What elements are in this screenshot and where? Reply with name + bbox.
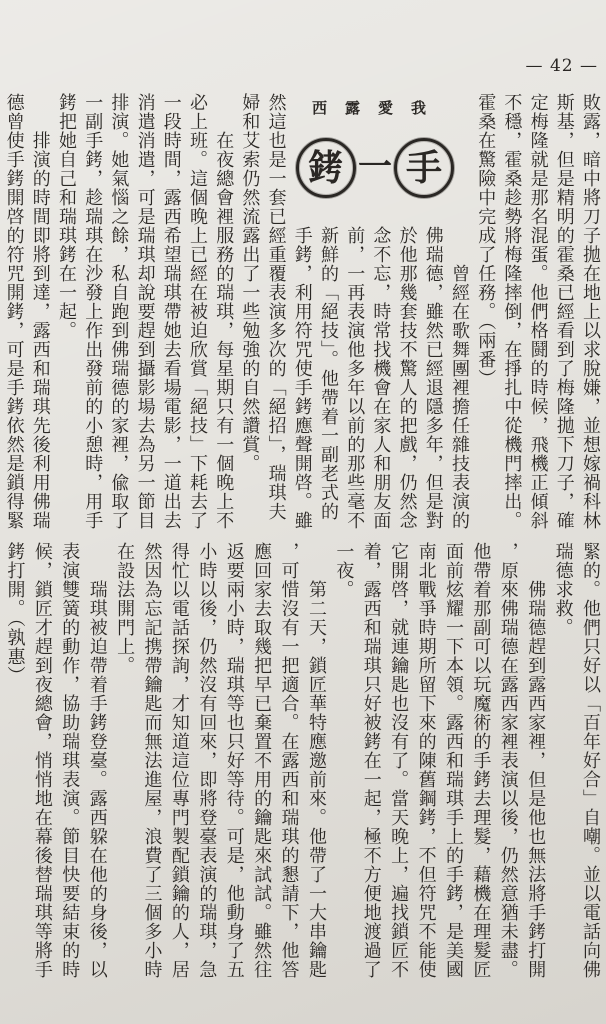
text-column: 第二天，鎖匠華特應邀前來。他帶了一大串鑰匙 [305,542,327,979]
text-column: 排演。她氣惱之餘，私自跑到佛瑞德的家裡，偸取了 [108,93,130,530]
text-column: ，可惜沒有一把適合。在露西和瑞琪的懇請下，他答 [278,542,300,979]
text-column: 德曾使手銬開啓的符咒開銬，可是手銬依然是鎖得緊 [3,93,25,530]
text-column: 消遣消遣，可是瑞琪却說要趕到攝影場去為另一節目 [134,93,156,530]
title-circle-right: 手 [394,138,454,198]
text-column: 新鮮的「絕技」。他帶着一副老式的 [317,226,339,521]
article-columns-upper [0,93,288,533]
text-column: 得忙以電話探詢，才知道這位專門製配鎖鑰的人，居 [168,542,190,979]
text-column: 小時以後，仍然沒有回來，即將登臺表演的瑞琪，急 [196,542,218,979]
article-columns-under-title [289,226,472,536]
text-column: 定梅隆就是那名混蛋。他們格鬪的時候，飛機正傾斜 [527,93,549,530]
text-column: 一副手銬，趁瑞琪在沙發上作出發前的小憩時，用手 [82,93,104,530]
text-column: 應回家去取幾把早已棄置不用的鑰匙來試試。雖然往 [251,542,273,979]
text-column: 面前炫耀一下本領。露西和瑞琪手上的手銬，是美國 [442,542,464,979]
text-column: 於他那幾套技不驚人的把戲，仍然念 [396,226,418,530]
text-column: 佛瑞德，雖然已經退隱多年，但是對 [422,226,444,530]
text-column: 它開啓，就連鑰匙也沒有了。當天晚上，遍找鎖匠不 [388,542,410,979]
page-number: — 42 — [525,56,598,76]
text-column: 敗露，暗中將刀子拋在地上以求脫嫌，並想嫁禍科林 [580,93,601,530]
text-column: 佛瑞德趕到露西家裡，但是他也無法將手銬打開 [525,542,547,979]
text-column: 瑞琪被迫帶着手銬登臺。露西躱在他的身後，以 [86,542,108,979]
text-column: 一段時間，露西希望瑞琪帶她去看場電影，一道出去 [160,93,182,530]
text-column: 緊的。他們只好以「百年好合」自嘲。並以電話向佛 [580,542,601,979]
text-column: ，原來佛瑞德在露西家裡表演以後，仍然意猶未盡。 [497,542,519,979]
text-column: 表演雙簧的動作，協助瑞琪表演。節目快要結束的時 [59,542,81,979]
text-column: 着，露西和瑞琪只好被銬在一起，極不方便地渡過了 [360,542,382,979]
text-column: 排演的時間即將到達，露西和瑞琪先後利用佛瑞 [29,93,51,530]
text-column: 不穩，霍桑趁勢將梅隆摔倒，在掙扎中從機門摔出。 [501,93,523,530]
column-header: 我愛露西 [311,99,444,117]
text-column: 婦和艾索仍然流露出了一些勉強的自然讚賞。 [239,93,261,473]
text-column: 一夜。 [333,542,355,599]
text-column: 霍桑在驚險中完成了任務。（兩番） [475,93,497,388]
text-column: 瑞德求救。 [552,542,574,637]
text-column: 在夜總會裡服務的瑞琪，每星期只有一個晚上不 [213,93,235,530]
text-column: 然因為忘記携帶鑰匙而無法進屋，浪費了三個多小時 [141,542,163,979]
previous-article-ending [472,93,603,533]
text-column: 必上班。這個晚上已經在被迫欣賞「絕技」下耗去了 [187,93,208,530]
text-column: 候，鎖匠才趕到夜總會，悄悄地在幕後替瑞琪等將手 [31,542,53,979]
text-column: 前，一再表演他多年以前的那些毫不 [344,226,366,530]
text-column: 南北戰爭時期所留下來的陳舊鋼銬，不但符咒不能使 [415,542,437,979]
text-column: 在設法開門上。 [114,542,136,675]
title-connector: 一 [358,147,392,187]
text-column: 銬把她自己和瑞琪銬在一起。 [55,93,77,340]
title-circle-left: 銬 [296,138,356,198]
article-title [296,138,456,200]
text-column: 返要兩小時，瑞琪等也只好等待。可是，他動身了五 [223,542,245,979]
article-columns-lower [1,542,604,982]
text-column: 銬打開。（孰惠） [4,542,26,685]
text-column: 他帶着那副可以玩魔術的手銬去理髮，藉機在理髮匠 [470,542,492,979]
text-column: 曾經在歌舞團裡擔任雜技表演的 [449,226,470,530]
text-column: 然這也是一套已經重覆表演多次的「絕招」，瑞琪夫 [265,93,287,521]
text-column: 手銬，利用符咒使手銬應聲開啓。雖 [291,226,313,530]
text-column: 斯基，但是精明的霍桑已經看到了梅隆拋下刀子，確 [553,93,575,530]
text-column: 念不忘，時常找機會在家人和朋友面 [370,226,392,530]
